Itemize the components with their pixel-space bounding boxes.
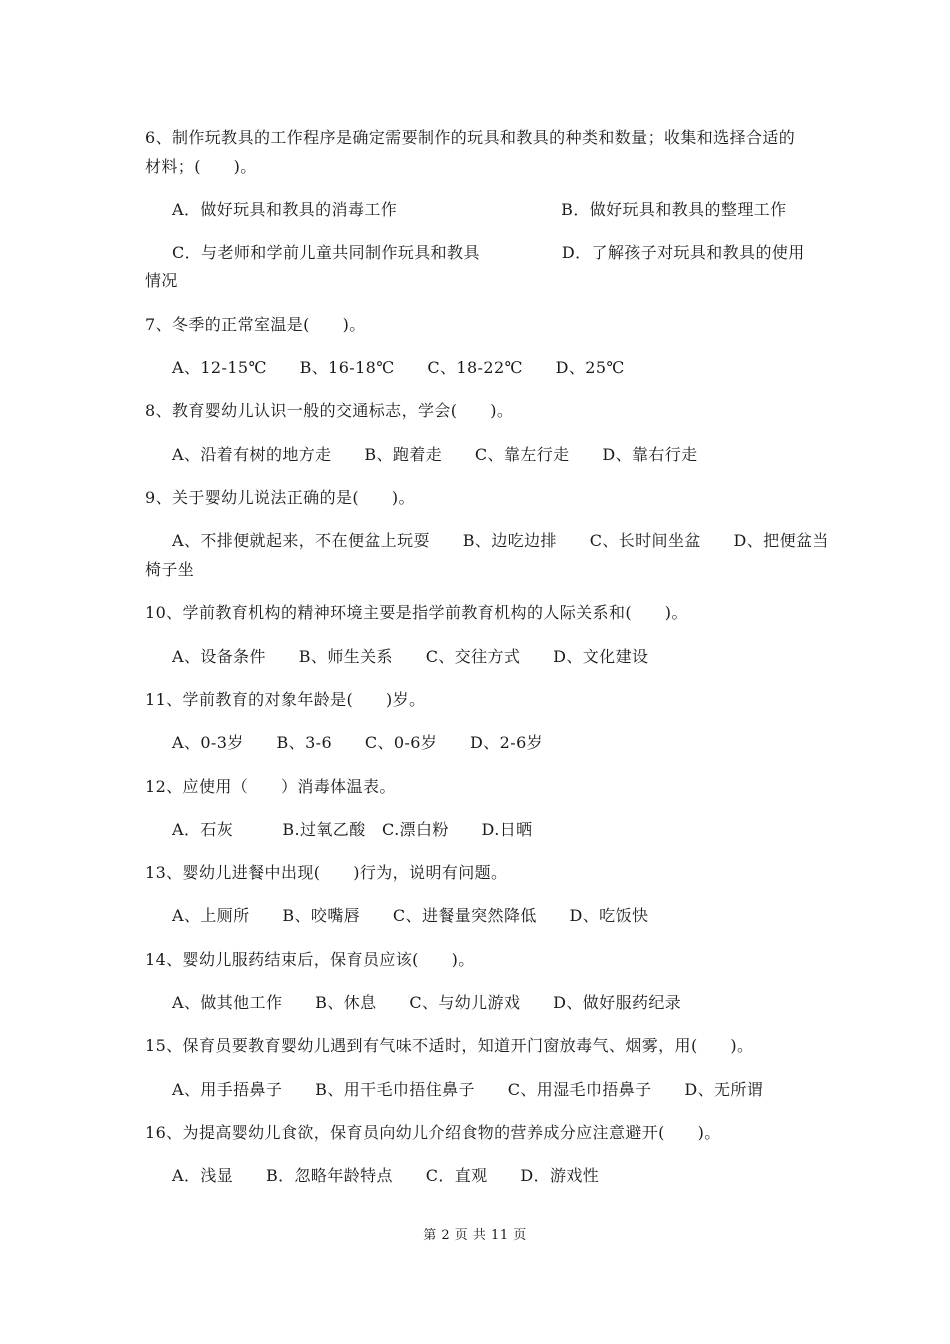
question-10-options: A、设备条件 B、师生关系 C、交往方式 D、文化建设 xyxy=(172,647,649,666)
question-6-options-line-3: 情况 xyxy=(145,271,178,290)
question-6-options-line-2: C．与老师和学前儿童共同制作玩具和教具 D．了解孩子对玩具和教具的使用 xyxy=(172,243,805,262)
question-12-options: A．石灰 B.过氧乙酸 C.漂白粉 D.日晒 xyxy=(172,820,533,839)
question-14-options: A、做其他工作 B、休息 C、与幼儿游戏 D、做好服药纪录 xyxy=(172,993,682,1012)
question-15-options: A、用手捂鼻子 B、用干毛巾捂住鼻子 C、用湿毛巾捂鼻子 D、无所谓 xyxy=(172,1080,764,1099)
question-14-stem: 14、婴幼儿服药结束后，保育员应该( )。 xyxy=(145,950,475,969)
question-9-stem: 9、关于婴幼儿说法正确的是( )。 xyxy=(145,488,415,507)
question-9-options-line-2: 椅子坐 xyxy=(145,560,195,579)
question-7-options: A、12-15℃ B、16-18℃ C、18-22℃ D、25℃ xyxy=(172,358,625,377)
question-16-options: A．浅显 B．忽略年龄特点 C．直观 D．游戏性 xyxy=(172,1166,600,1185)
question-11-stem: 11、学前教育的对象年龄是( )岁。 xyxy=(145,690,426,709)
question-12-stem: 12、应使用（ ）消毒体温表。 xyxy=(145,777,396,796)
question-10-stem: 10、学前教育机构的精神环境主要是指学前教育机构的人际关系和( )。 xyxy=(145,603,688,622)
question-13-stem: 13、婴幼儿进餐中出现( )行为，说明有问题。 xyxy=(145,863,508,882)
question-15-stem: 15、保育员要教育婴幼儿遇到有气味不适时，知道开门窗放毒气、烟雾，用( )。 xyxy=(145,1036,754,1055)
question-7-stem: 7、冬季的正常室温是( )。 xyxy=(145,315,366,334)
page-footer: 第 2 页 共 11 页 xyxy=(423,1228,527,1243)
question-8-stem: 8、教育婴幼儿认识一般的交通标志，学会( )。 xyxy=(145,401,514,420)
question-16-stem: 16、为提高婴幼儿食欲，保育员向幼儿介绍食物的营养成分应注意避开( )。 xyxy=(145,1123,721,1142)
question-13-options: A、上厕所 B、咬嘴唇 C、进餐量突然降低 D、吃饭快 xyxy=(172,906,649,925)
question-9-options-line-1: A、不排便就起来，不在便盆上玩耍 B、边吃边排 C、长时间坐盆 D、把便盆当 xyxy=(172,531,829,550)
question-8-options: A、沿着有树的地方走 B、跑着走 C、靠左行走 D、靠右行走 xyxy=(172,445,698,464)
question-6-options-line-1: A．做好玩具和教具的消毒工作 B．做好玩具和教具的整理工作 xyxy=(172,200,787,219)
question-6-stem-line-1: 6、制作玩教具的工作程序是确定需要制作的玩具和教具的种类和数量；收集和选择合适的 xyxy=(145,128,796,147)
question-6-stem-line-2: 材料；( )。 xyxy=(145,157,257,176)
question-11-options: A、0-3岁 B、3-6 C、0-6岁 D、2-6岁 xyxy=(172,733,544,752)
